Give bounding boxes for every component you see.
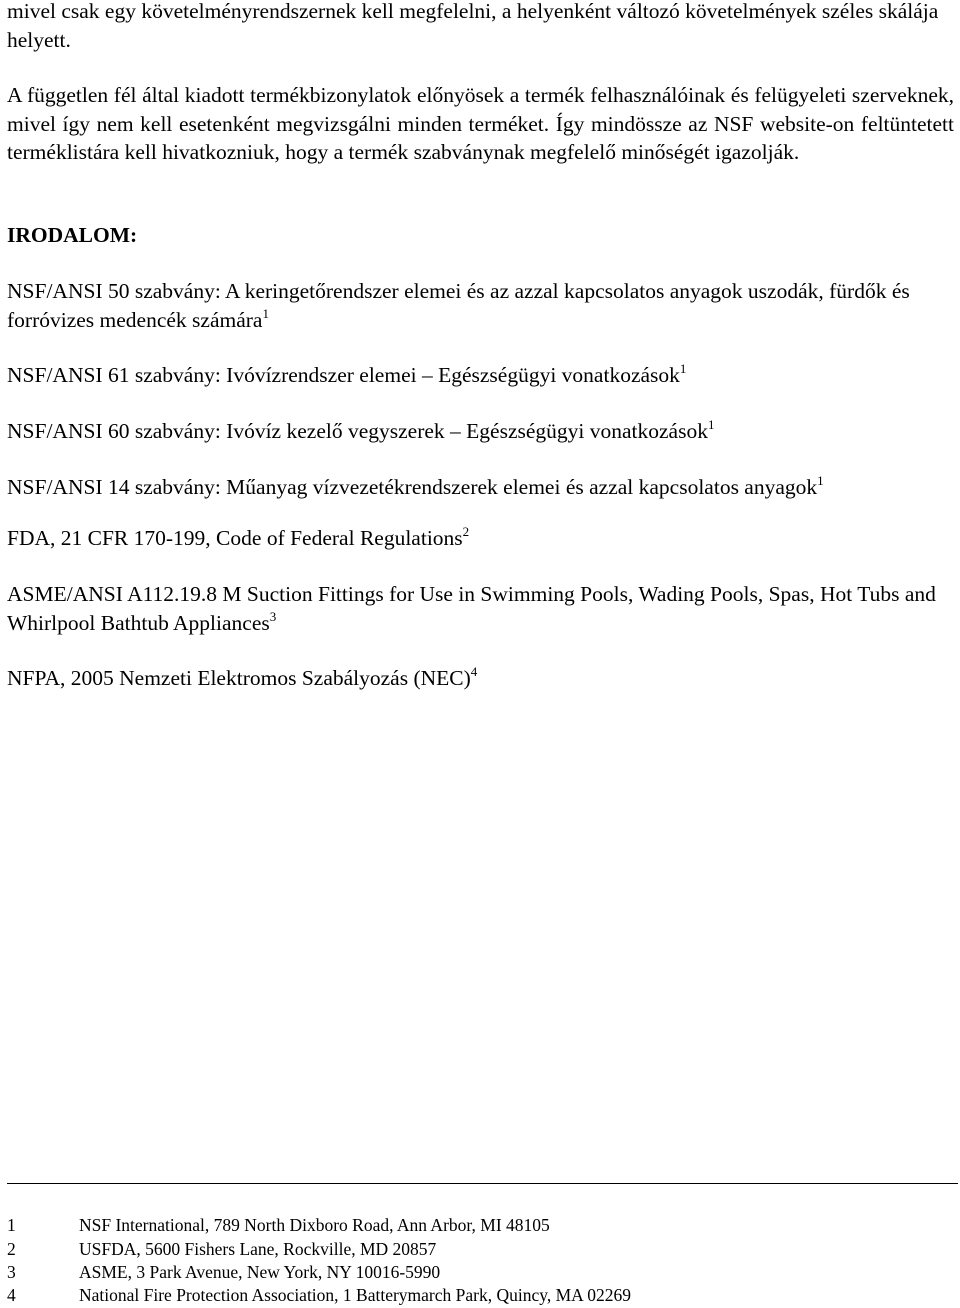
reference-item-6 (7, 580, 957, 637)
reference-text: FDA, 21 CFR 170-199, Code of Federal Regulations (7, 526, 463, 550)
reference-item-2 (7, 361, 957, 390)
footnote-number: 1 (7, 1215, 16, 1235)
footnote-4 (7, 1284, 631, 1306)
body-paragraph-certificates: A független fél által kiadott termékbizonylatok előnyösek a termék felhasználóinak és felügyeleti szerveknek, mivel így nem kell esetenként megvizsgálni minden terméket. Így mindössze az NSF website-on feltüntetett terméklistára kell hivatkozniuk, hogy a termék szabványnak megfelelő minőségét igazolják. (7, 83, 954, 164)
reference-item-5 (7, 524, 957, 553)
reference-item-4 (7, 473, 957, 502)
reference-text: NSF/ANSI 14 szabvány: Műanyag vízvezetékrendszerek elemei és azzal kapcsolatos anyagok (7, 475, 818, 499)
reference-footnote-marker: 1 (817, 473, 824, 488)
footnote-number: 3 (7, 1262, 16, 1282)
footnote-number: 4 (7, 1285, 16, 1305)
body-paragraph-continued: mivel csak egy követelményrendszernek kell megfelelni, a helyenként változó követelmények széles skálája helyett. (7, 0, 939, 52)
reference-text: NFPA, 2005 Nemzeti Elektromos Szabályozás (NEC) (7, 666, 471, 690)
reference-text: ASME/ANSI A112.19.8 M Suction Fittings for Use in Swimming Pools, Wading Pools, Spas, Hot Tubs and Whirlpool Bathtub Appliances (7, 582, 936, 635)
reference-footnote-marker: 2 (462, 524, 470, 539)
footnote-text: National Fire Protection Association, 1 Batterymarch Park, Quincy, MA 02269 (79, 1285, 631, 1305)
reference-footnote-marker: 1 (707, 417, 715, 432)
reference-footnote-marker: 3 (269, 608, 277, 624)
footnote-number: 2 (7, 1239, 16, 1259)
reference-footnote-marker: 1 (679, 361, 687, 376)
reference-text: NSF/ANSI 60 szabvány: Ivóvíz kezelő vegyszerek – Egészségügyi vonatkozások (7, 419, 708, 443)
reference-text: NSF/ANSI 50 szabvány: A keringetőrendszer elemei és az azzal kapcsolatos anyagok uszodák, fürdők és forróvizes medencék számára (7, 279, 910, 332)
reference-text: NSF/ANSI 61 szabvány: Ivóvízrendszer elemei – Egészségügyi vonatkozások (7, 363, 680, 387)
footnote-text: USFDA, 5600 Fishers Lane, Rockville, MD 20857 (79, 1239, 437, 1259)
footnote-3 (7, 1261, 440, 1283)
footnote-1 (7, 1214, 550, 1236)
footnote-text: ASME, 3 Park Avenue, New York, NY 10016-5990 (79, 1262, 441, 1282)
reference-item-1 (7, 277, 954, 334)
reference-footnote-marker: 1 (262, 305, 269, 321)
literature-heading: IRODALOM: (7, 223, 138, 247)
footnote-text: NSF International, 789 North Dixboro Road, Ann Arbor, MI 48105 (79, 1215, 550, 1235)
reference-item-7 (7, 664, 957, 693)
reference-footnote-marker: 4 (470, 664, 478, 679)
footnote-2 (7, 1238, 436, 1260)
reference-item-3 (7, 417, 957, 446)
footnote-divider (7, 1183, 958, 1184)
